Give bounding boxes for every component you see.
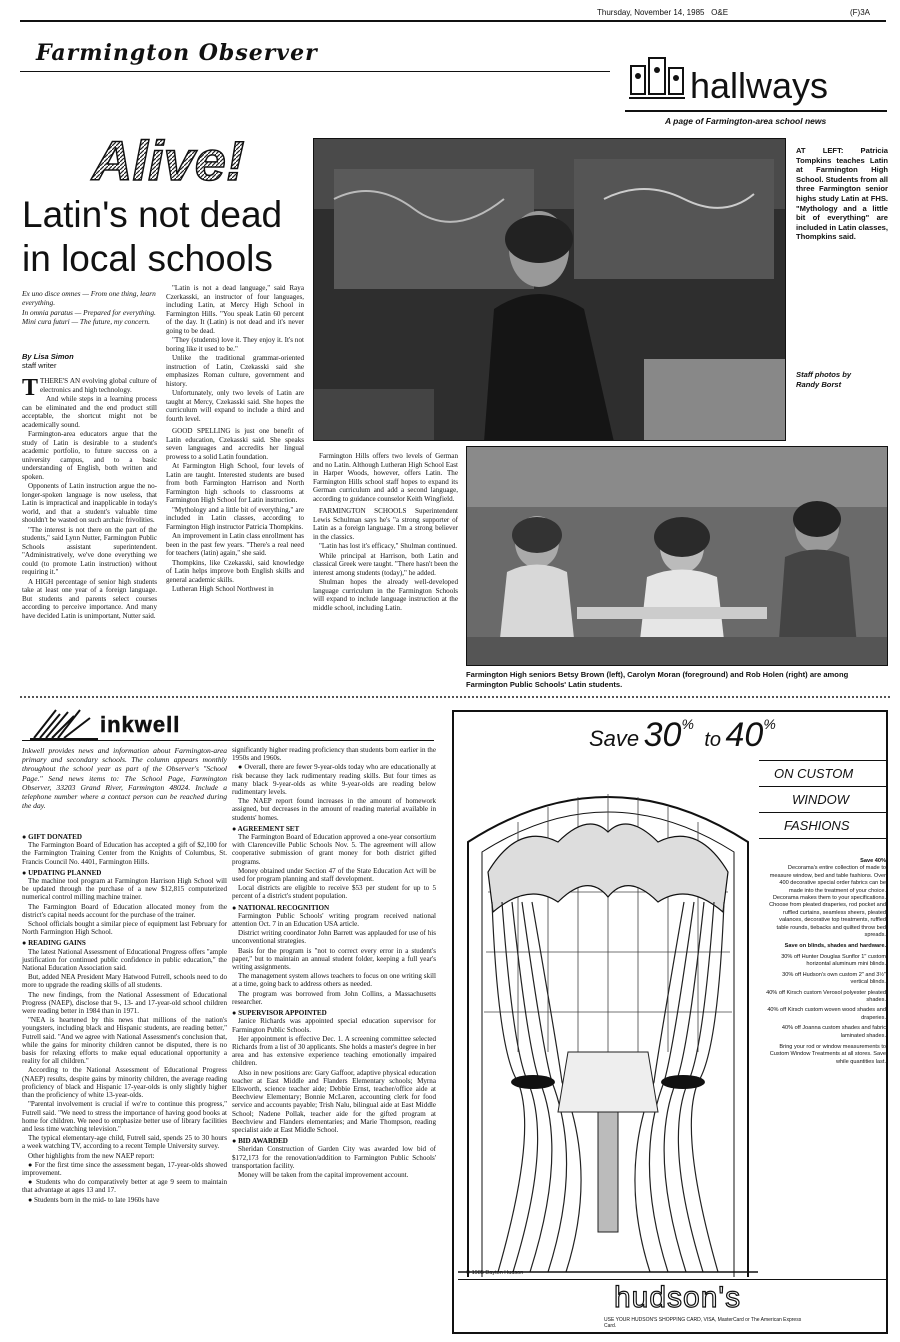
- paragraph: The Farmington Board of Education approved a one-year consortium with Clarenceville Public Schools Nov. 5. The agreement will allow cooperative submission of grant money for both district gifted programs.: [232, 833, 436, 866]
- ad-to: to: [704, 729, 722, 751]
- paragraph: But, added NEA President Mary Hatwood Futrell, schools need to do more to upgrade the reading skills of all students.: [22, 973, 227, 990]
- alive-kicker-art: [88, 134, 268, 186]
- ad-item: 40% off Joanna custom shades and fabric laminated shades.: [781, 1025, 886, 1039]
- ad-brand-rule: [458, 1279, 886, 1280]
- ad-rule-2: [759, 786, 887, 787]
- photo2-caption: Farmington High seniors Betsy Brown (left), Carolyn Moran (foreground) and Rob Holen (right) are among Farmington Public Schools' Latin students.: [466, 670, 849, 689]
- paragraph: Shulman hopes the already well-developed language curriculum in the Farmington Schools will expand to include language instruction at the middle school, including Latin.: [313, 578, 458, 612]
- paragraph: "Latin is not a dead language," said Raya Czerkasski, an instructor of four languages, including Latin, at Mercy High School in Farmington Hills. "You speak Latin 60 percent of the day. It (Latin) is not dead and it's never going to be dead.: [166, 284, 304, 335]
- inkwell-intro: Inkwell provides news and information about Farmington-area primary and secondary schools. The column appears monthly throughout the school year as part of the Observer's "School Page." Send news items to: The School Page, Farmington Observer, 33203 Grand River, Farmington 48024. Include a telephone number where a contact person can be reached during the day.: [22, 746, 227, 811]
- paragraph: "Parental involvement is crucial if we're to continue this progress," Futrell said. "We need to stress the importance of having good books at home for children. We need to emphasize better use of library facilities and less time watching television.": [22, 1100, 227, 1133]
- paragraph: Lutheran High School Northwest in: [172, 585, 274, 593]
- updating-planned-heading: ● UPDATING PLANNED: [22, 868, 102, 877]
- photo-credit: Staff photos by Randy Borst: [796, 370, 852, 389]
- bid-awarded-heading: ● BID AWARDED: [232, 1137, 288, 1146]
- paragraph: Farmington-area educators argue that the study of Latin is desirable to a student's academic portfolio, to future success on a university campus, and to a basic understanding of English, both written and spoken.: [22, 430, 157, 481]
- ad-footer: USE YOUR HUDSON'S SHOPPING CARD, VISA, MasterCard or The American Express Card.: [604, 1317, 802, 1329]
- feature-col-1: [22, 377, 157, 621]
- inkwell-rule: [22, 740, 434, 741]
- ad-line-1: ON CUSTOM: [774, 766, 854, 781]
- paragraph: "They (students) love it. They enjoy it. It's not boring like it used to be.": [166, 336, 304, 353]
- hallways-subtitle: A page of Farmington-area school news: [665, 116, 827, 126]
- paragraph: Unfortunately, only two levels of Latin are taught at Mercy, Czekasski said. She hopes the curriculum will expand to include a third and fourth level.: [166, 389, 304, 423]
- ad-line-3: FASHIONS: [784, 818, 850, 833]
- feature-col-3: [313, 452, 458, 613]
- ad-40: 40: [725, 716, 764, 754]
- paragraph: The NAEP report found increases in the amount of homework assigned, but decreases in the amount of reading material available in students' homes.: [232, 797, 436, 822]
- ad-save: Save: [589, 726, 640, 751]
- paragraph: The latest National Assessment of Educational Progress offers "ample justification for continued public confidence in public education," the National Education Association said.: [22, 947, 227, 973]
- paragraph: District writing coordinator John Barrett was applauded for use of his unconventional strategies.: [232, 929, 436, 946]
- paragraph: An improvement in Latin class enrollment has been in the past few years. "There's a real need for teachers (latin) again," she said.: [166, 532, 304, 557]
- paragraph: The machine tool program at Farmington Harrison High School will be updated through the purchase of a new $12,815 computerized numerical control milling machine trainer.: [22, 877, 227, 902]
- feature-col-2: [166, 284, 304, 595]
- ad-rule-1: [759, 760, 887, 761]
- motto: In omnia paratus — Prepared for everything.: [22, 307, 156, 317]
- ad-rule-4: [759, 838, 887, 839]
- paragraph: Also in new positions are: Gary Gaffoor, adaptive physical education teacher at East Middle and Flanders Elementary schools; Myrna Ellsworth, science teacher aide; Debbie Ernst, teacher/office aide at Beechview Elementary; Bonnie McLaren, accounting clerk for food service and accounts payable; Trish Nalu, bilingual aide at East Middle School; Nadene Pollak, teacher aide for the gifted program at Beechview and Flanders elementaries; and Marie Thompson, reading specialist aide at East Middle School.: [232, 1068, 436, 1134]
- paragraph: Local districts are eligible to receive $53 per student for up to 5 percent of a district's student population.: [232, 884, 436, 901]
- section-divider: [20, 696, 890, 698]
- alive-kicker: [88, 134, 268, 186]
- paragraph: Sheridan Construction of Garden City was awarded low bid of $172,173 for the renovation/addition to Farmington Public Schools' transportation facility.: [232, 1145, 436, 1170]
- hallways-rule: [625, 110, 887, 112]
- paragraph: ● Students born in the mid- to late 1960s have: [28, 1195, 160, 1204]
- paragraph: "The interest is not there on the part of the students," said Lynn Nutter, Farmington Public Schools assistant superintendent. "Administratively, we've done everything we could (to promote Latin instruction) without requiring it.": [22, 525, 157, 576]
- paragraph: Opponents of Latin instruction argue the no-longer-spoken language is now useless, that Latin is impractical and inapplicable in today's world, and that a student's valuable time shouldn't be wasted on such archaic frivolities.: [22, 482, 157, 524]
- students-photo-image: [467, 447, 888, 666]
- paragraph: GOOD SPELLING is just one benefit of Latin education, Czekasski said. She speaks seven languages and accredits her lingual prowess to a solid Latin foundation.: [166, 427, 304, 461]
- ad-item: 40% off Kirsch custom woven wood shades and draperies.: [767, 1007, 886, 1021]
- paragraph: Her appointment is effective Dec. 1. A screening committee selected Richards from a list of 30 applicants. She holds a master's degree in her area and has extensive experience teaching emotionally impaired children.: [232, 1034, 436, 1068]
- paragraph: "NEA is heartened by this news that millions of the nation's youngsters, including black and Hispanic students, are reading better," Futrell said. "And we agree with National Assessment's conclusion that, while the gains for minority children cannot be disputed, there is no basis for relaxing efforts to make equal educational opportunity a reality for all children.": [22, 1016, 227, 1066]
- paragraph: According to the National Assessment of Educational Progress (NAEP) results, despite gains by minority children, the average reading proficiency of black and Hispanic 17-year-olds is only slightly higher than the proficiency of white 13-year-olds.: [22, 1066, 227, 1100]
- paragraph: ● Students who do comparatively better at age 9 seem to maintain that advantage at ages 13 and 17.: [22, 1178, 227, 1195]
- section-label: O&E: [711, 8, 729, 17]
- quill-icon: [30, 708, 100, 740]
- ad-item: 40% off Kirsch custom Verosol polyester pleated shades.: [766, 989, 886, 1003]
- byline-name: By Lisa Simon: [22, 352, 74, 361]
- paragraph: ● For the first time since the assessment began, 17-year-olds showed improvement.: [22, 1160, 227, 1177]
- inkwell-col-2: [232, 746, 436, 1180]
- ad-headline: Save 30% to 40%: [589, 716, 776, 754]
- paragraph: The program was borrowed from John Collins, a Massachusetts researcher.: [232, 989, 436, 1006]
- window-illustration: [458, 752, 758, 1277]
- paragraph: Farmington Hills offers two levels of German and no Latin. Although Lutheran High School East in Harper Woods, however, offers Latin. The Farmington Hills school staff hopes to expand its German curriculum and add a second language, according to guidance counselor Keith Wingfield.: [313, 452, 458, 503]
- teacher-photo-image: [314, 139, 786, 441]
- ad-body-text: Decorama's entire collection of made to measure window, bed and table fashions. Over 400 decorative special order fabrics can be made into the treatment of your choice. Decorama makes them to your specifications. Choose from pleated draperies, rod pocket and ruffled curtains, seamless sheers, pleated valances, decorative top treatments, ruffled table rounds, tiebacks and quilted throw bed spreads.: [769, 865, 886, 939]
- paragraph: Other highlights from the new NAEP report:: [28, 1151, 155, 1160]
- byline-role: staff writer: [22, 361, 57, 370]
- paragraph: The Farmington Board of Education has accepted a gift of $2,100 for the Farmington Training Center from the Knights of Columbus, St. Francis Council No. 4401, Farmington Hills.: [22, 841, 227, 866]
- supervisor-appointed-heading: ● SUPERVISOR APPOINTED: [232, 1009, 327, 1018]
- ad-copyright: © 1985 Dayton Hudson: [466, 1270, 524, 1276]
- dateline-row: [597, 8, 728, 17]
- paragraph: The management system allows teachers to focus on one writing skill at a time, going back to address others as needed.: [232, 972, 436, 989]
- ad-line-2: WINDOW: [792, 792, 850, 807]
- reading-gains-heading: ● READING GAINS: [22, 939, 86, 948]
- paragraph: Money obtained under Section 47 of the State Education Act will be used for program planning and staff development.: [232, 866, 436, 884]
- paper-nameplate: Farmington Observer: [36, 40, 318, 66]
- inkwell-title: inkwell: [100, 712, 181, 737]
- paragraph: significantly higher reading proficiency than students born earlier in the 1950s and 1960s.: [232, 746, 436, 763]
- mottos: [22, 290, 157, 328]
- paragraph: And while steps in a learning process can be eliminated and the end product still acceptable, the shortcut might not be academically sound.: [22, 395, 157, 429]
- svg-text:Alive!: Alive!: [92, 134, 245, 186]
- ad-body-title: Save 40%: [860, 858, 886, 864]
- ad-body-subtitle: Save on blinds, shades and hardware.: [784, 943, 886, 950]
- paragraph: The Farmington Board of Education allocated money from the district's capital needs account for the purchase of the trainer.: [22, 902, 227, 919]
- paragraph: Janice Richards was appointed special education supervisor for Farmington Public Schools.: [232, 1017, 436, 1034]
- ad-fineprint: Bring your rod or window measurements to Custom Window Treatments at all stores. Save while quantities last.: [769, 1043, 886, 1065]
- ad-item: 30% off Hudson's own custom 2" and 3½" vertical blinds.: [782, 971, 886, 986]
- inkwell-col-1: [22, 830, 227, 1205]
- national-recognition-heading: ● NATIONAL RECOGNITION: [232, 903, 330, 912]
- paragraph: FARMINGTON SCHOOLS Superintendent Lewis Schulman says he's "a strong supporter of Latin as a foreign language. I'm a strong believer in the classics.: [313, 507, 458, 541]
- motto: Mini cura futuri — The future, my concern.: [22, 317, 151, 327]
- school-doodle-icon: [625, 52, 690, 110]
- dateline: Thursday, November 14, 1985: [597, 8, 705, 17]
- feature-headline: Latin's not dead in local schools: [22, 194, 283, 279]
- students-photo: [466, 446, 888, 666]
- paragraph: TTHERE'S AN evolving global culture of electronics and high technology.: [22, 375, 157, 401]
- ad-rule-3: [759, 812, 887, 813]
- paragraph: A HIGH percentage of senior high students take at least one year of a foreign language. But students and parents select courses according to perceive importance. And many have decided Latin is unimportant, Nutter said.: [22, 577, 157, 620]
- paragraph: Unlike the traditional grammar-oriented instruction of Latin, Czekasski said she emphasizes Roman culture, government and history.: [166, 354, 304, 388]
- nameplate-rule: [20, 71, 610, 72]
- latin-teacher-photo: [313, 138, 786, 441]
- hallways-logo: [625, 52, 690, 110]
- photo1-caption: AT LEFT: Patricia Tompkins teaches Latin at Farmington High School. Students from all three Farmington senior highs study Latin at FHS. "Mythology and a little bit of everything" are included in Latin classes, Thompkins said.: [796, 146, 888, 242]
- agreement-set-heading: ● AGREEMENT SET: [232, 824, 300, 833]
- paragraph: Thompkins, like Czekasski, said knowledge of Latin helps improve both English skills and general academic skills.: [166, 558, 304, 584]
- gift-donated-heading: ● GIFT DONATED: [22, 833, 82, 841]
- ad-item: 30% off Hunter Douglas Sunflor 1" custom horizontal aluminum mini blinds.: [781, 953, 886, 968]
- paragraph: While principal at Harrison, both Latin and classical Greek were taught. "There hasn't been the interest among students (today)," he added.: [313, 551, 458, 577]
- paragraph: ● Overall, there are fewer 9-year-olds today who are educationally at risk because they lack rudimentary reading skills. But four times as many black 9-year-olds as white 9-year-olds are reading below rudimentary levels.: [232, 763, 436, 797]
- hudsons-logo: hudson's: [614, 1281, 742, 1314]
- hallways-title: hallways: [690, 65, 829, 106]
- ad-body: [766, 858, 886, 1066]
- page-number: (F)3A: [850, 8, 870, 17]
- paragraph: The new findings, from the National Assessment of Educational Progress (NAEP), disclose that 9-, 13- and 17-year-old school children were reading better in 1984 than in 1971.: [22, 990, 227, 1016]
- paragraph: At Farmington High School, four levels of Latin are taught. Interested students are bused from both Farmington Harrison and North Farmington high schools to classrooms at Farmington High School for Latin instruction.: [166, 462, 304, 504]
- hudsons-ad: [452, 710, 888, 1334]
- curtain-window-art: [458, 752, 758, 1277]
- paragraph: "Mythology and a little bit of everything," are included in Latin classes, according to Farmington High instructor Patricia Thompkins.: [166, 505, 304, 531]
- top-rule: [20, 20, 886, 22]
- byline: [22, 352, 74, 370]
- inkwell-logo: [30, 708, 100, 740]
- ad-30: 30: [643, 716, 682, 754]
- paragraph: Money will be taken from the capital improvement account.: [238, 1170, 409, 1179]
- paragraph: The typical elementary-age child, Futrell said, spends 25 to 30 hours a week watching TV, according to a recent Temple University survey.: [22, 1134, 227, 1151]
- motto: Ex uno disce omnes — From one thing, learn everything.: [22, 289, 156, 307]
- paragraph: Basis for the program is "not to correct every error in a student's paper," but to maintain an annual student folder, keeping a full year's writing assignments.: [232, 946, 436, 972]
- paragraph: Farmington Public Schools' writing program received national attention Oct. 7 in an Education USA article.: [232, 911, 436, 929]
- paragraph: "Latin has lost it's efficacy," Shulman continued.: [319, 542, 458, 550]
- paragraph: School officials bought a similar piece of equipment last February for North Farmington High School.: [22, 920, 227, 937]
